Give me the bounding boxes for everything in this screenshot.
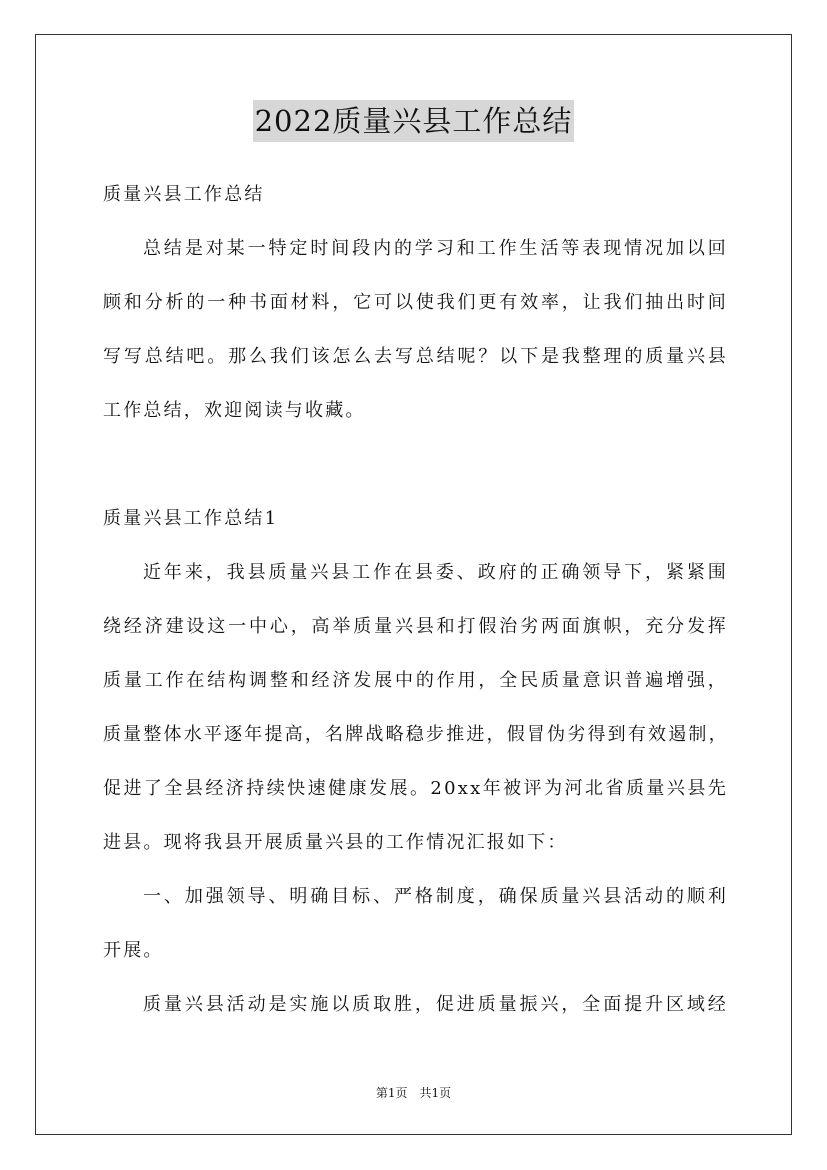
section1-line: 质量工作在结构调整和经济发展中的作用，全民质量意识普遍增强， — [103, 670, 728, 691]
paragraph-gap — [103, 438, 728, 492]
section1-line: 近年来，我县质量兴县工作在县委、政府的正确领导下，紧紧围 — [143, 562, 728, 583]
para3-line: 质量兴县活动是实施以质取胜，促进质量振兴，全面提升区域经 — [143, 994, 728, 1015]
point1-line: 一、加强领导、明确目标、严格制度，确保质量兴县活动的顺利 — [143, 886, 728, 907]
intro-line: 工作总结，欢迎阅读与收藏。 — [103, 400, 366, 421]
section1-line: 质量整体水平逐年提高，名牌战略稳步推进，假冒伪劣得到有效遏制， — [103, 724, 728, 745]
section1-line: 促进了全县经济持续快速健康发展。20xx年被评为河北省质量兴县先 — [103, 778, 728, 799]
document-body — [103, 168, 728, 1032]
section1-line: 绕经济建设这一中心，高举质量兴县和打假治劣两面旗帜，充分发挥 — [103, 616, 728, 637]
document-title: 2022质量兴县工作总结 — [253, 100, 575, 142]
page-footer: 第1页 共1页 — [375, 1086, 452, 1100]
point1-line: 开展。 — [103, 940, 164, 961]
intro-line: 总结是对某一特定时间段内的学习和工作生活等表现情况加以回 — [143, 238, 728, 259]
title-container — [0, 100, 827, 142]
intro-line: 顾和分析的一种书面材料，它可以使我们更有效率，让我们抽出时间 — [103, 292, 728, 313]
intro-line: 写写总结吧。那么我们该怎么去写总结呢？以下是我整理的质量兴县 — [103, 346, 728, 367]
section1-line: 进县。现将我县开展质量兴县的工作情况汇报如下： — [103, 832, 568, 853]
subtitle: 质量兴县工作总结 — [103, 184, 265, 205]
section-heading: 质量兴县工作总结1 — [103, 508, 279, 529]
